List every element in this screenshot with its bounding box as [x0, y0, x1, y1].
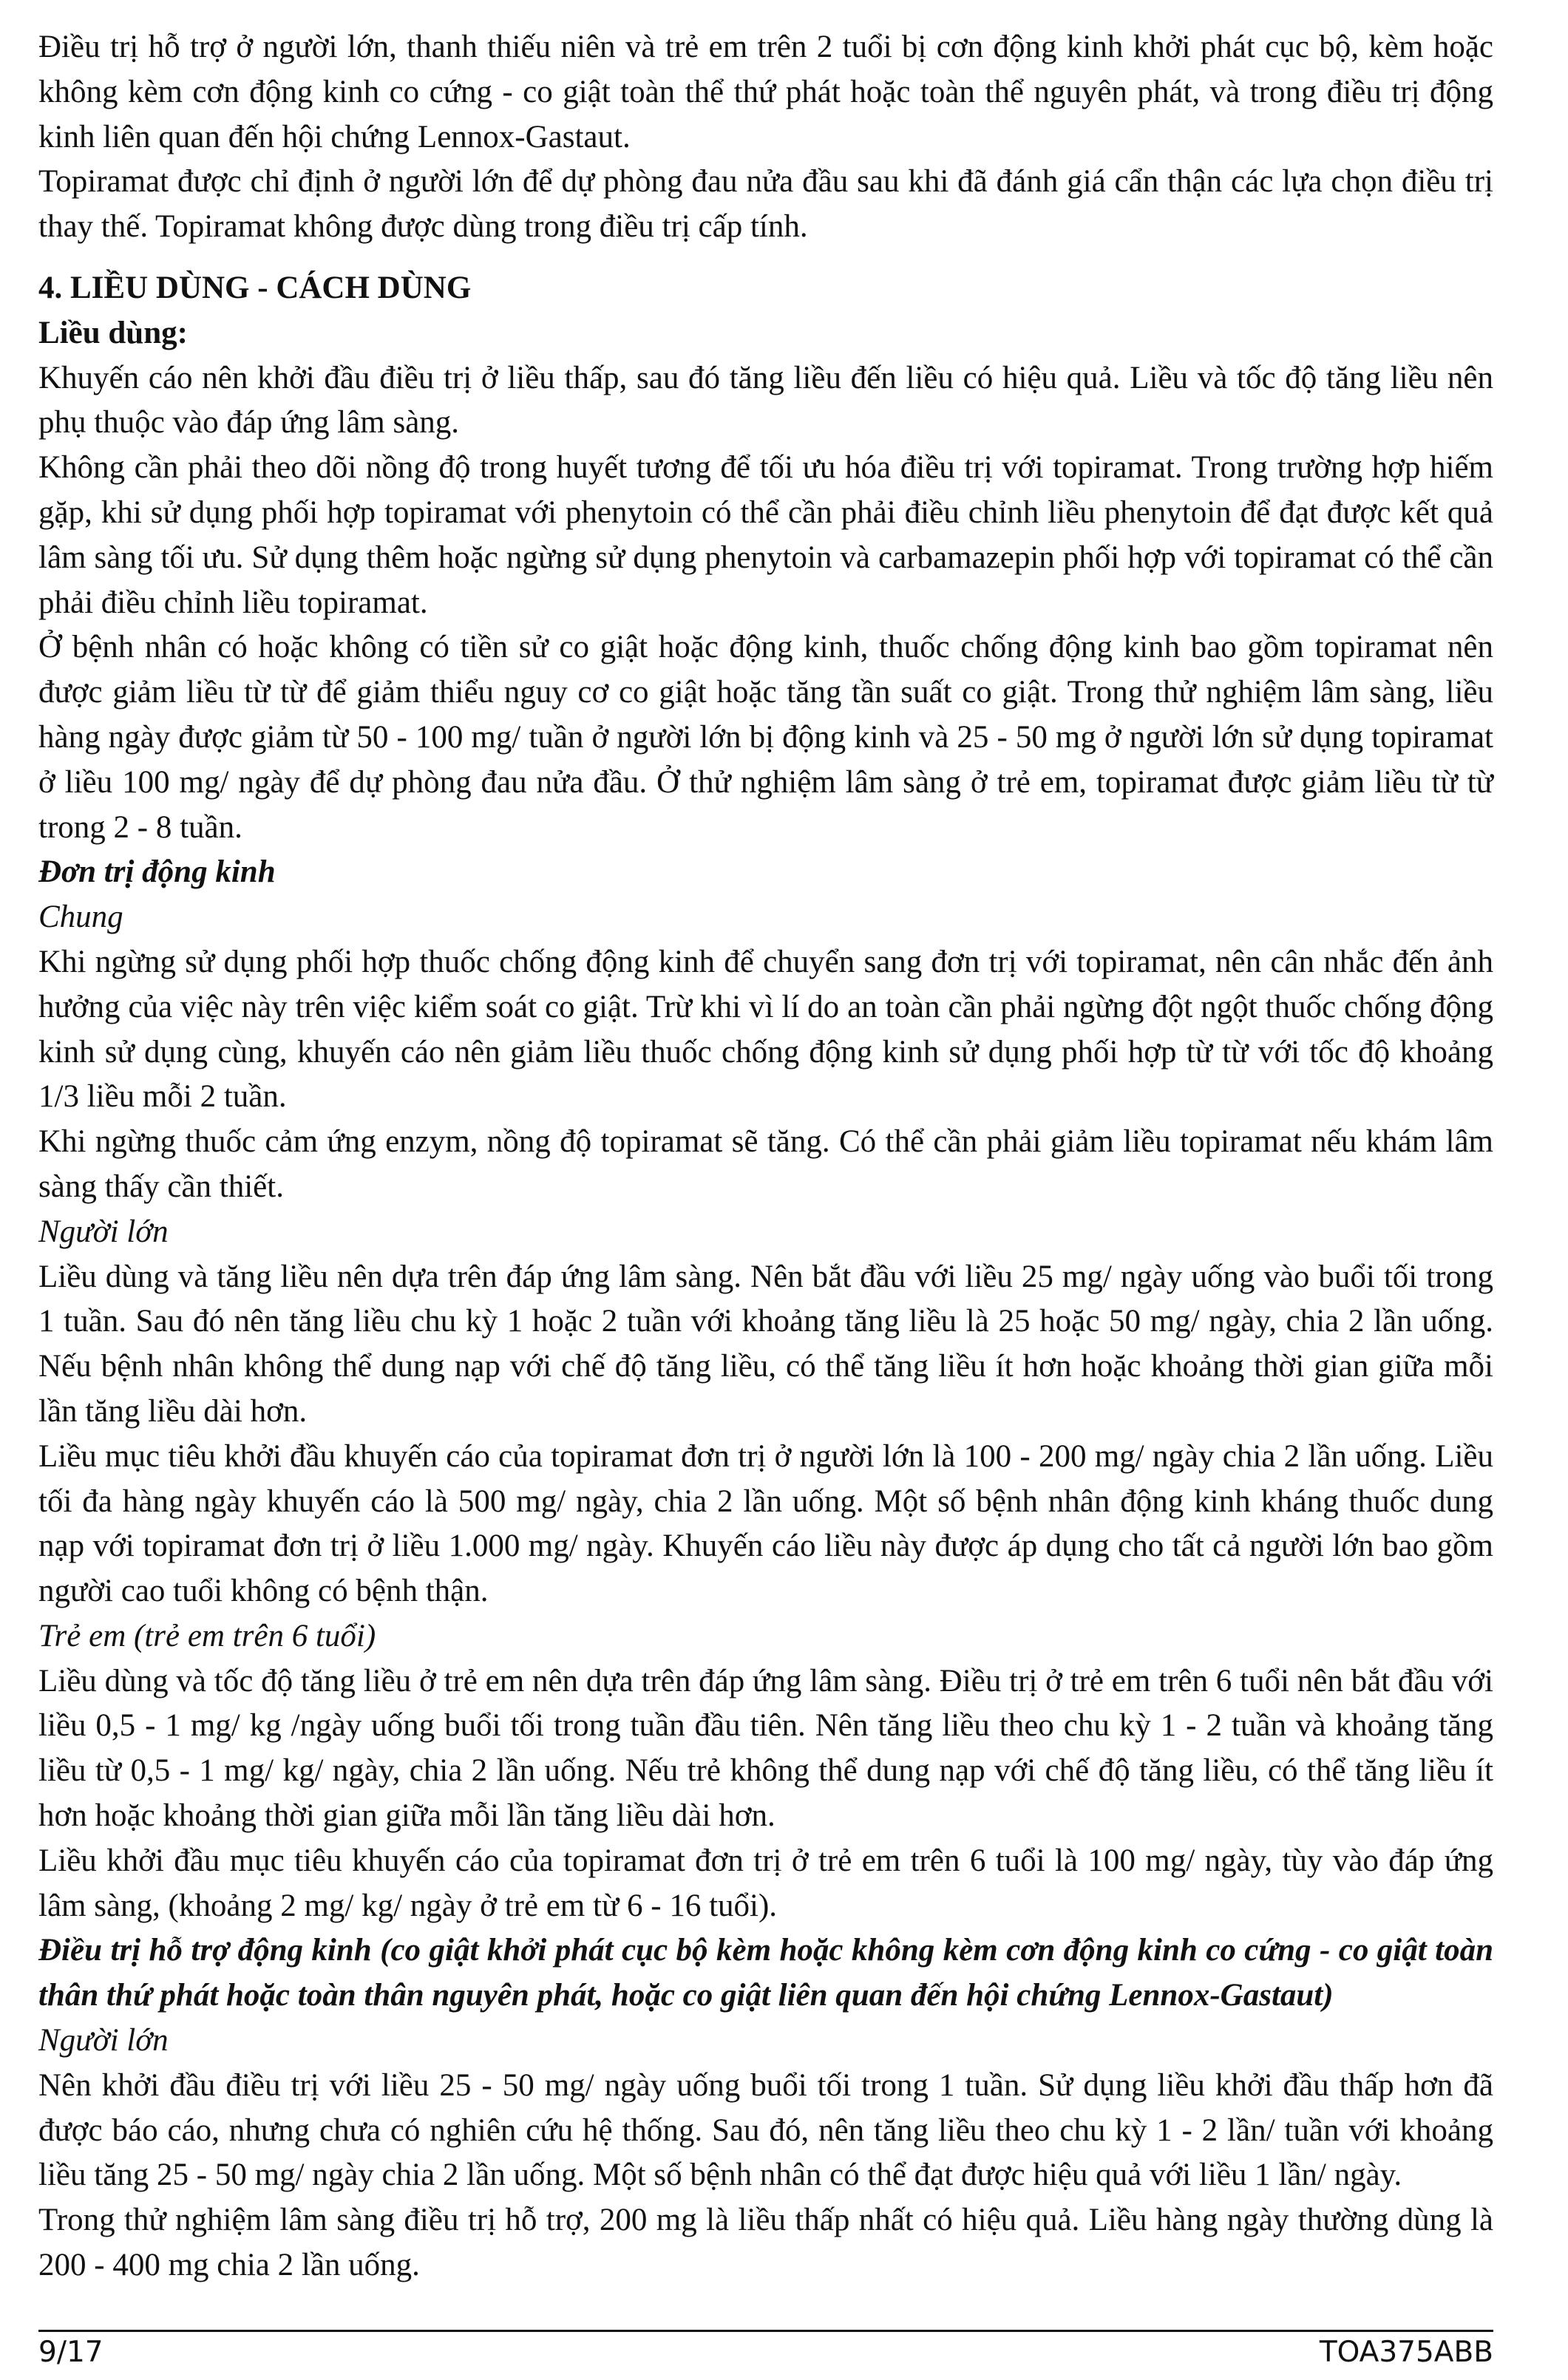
subheading-general: Chung — [38, 900, 123, 935]
paragraph-adult-target-dose: Liều mục tiêu khởi đầu khuyến cáo của topiramat đơn trị ở người lớn là 100 - 200 mg/ ngày chia 2 lần uống. Liều tối đa hàng ngày khuyến cáo là 500 mg/ ngày, chia 2 lần uống. Một số bệnh nhân động kinh kháng thuốc dung nạp với topiramat đơn trị ở liều 1.000 mg/ ngày. Khuyến cáo liều này được áp dụng cho tất cả người lớn bao gồm người cao tuổi không có bệnh thận. — [38, 1438, 1493, 1609]
page-number: 9/17 — [38, 2336, 103, 2369]
footer-divider — [38, 2330, 1493, 2332]
heading-adjunctive-therapy: Điều trị hỗ trợ động kinh (co giật khởi phát cục bộ kèm hoặc không kèm cơn động kinh co cứng - co giật toàn thân thứ phát hoặc toàn thân nguyên phát, hoặc co giật liên quan đến hội chứng Lennox-Gastaut) — [38, 1933, 1493, 2013]
paragraph-dosage-start: Khuyến cáo nên khởi đầu điều trị ở liều thấp, sau đó tăng liều đến liều có hiệu quả. Liều và tốc độ tăng liều nên phụ thuộc vào đáp ứng lâm sàng. — [38, 360, 1493, 441]
paragraph-indications-migraine: Topiramat được chỉ định ở người lớn để dự phòng đau nửa đầu sau khi đã đánh giá cẩn thận các lựa chọn điều trị thay thế. Topiramat không được dùng trong điều trị cấp tính. — [38, 164, 1493, 245]
document-body — [38, 25, 1493, 2288]
section-title: 4. LIỀU DÙNG - CÁCH DÙNG — [38, 270, 472, 305]
subheading-adults: Người lớn — [38, 1214, 169, 1249]
paragraph-adjunctive-titration: Nên khởi đầu điều trị với liều 25 - 50 mg/ ngày uống buổi tối trong 1 tuần. Sử dụng liều khởi đầu thấp hơn đã được báo cáo, nhưng chưa có nghiên cứu hệ thống. Sau đó, nên tăng liều theo chu kỳ 1 - 2 lần/ tuần với khoảng liều tăng 25 - 50 mg/ ngày chia 2 lần uống. Một số bệnh nhân có thể đạt được hiệu quả với liều 1 lần/ ngày. — [38, 2067, 1493, 2193]
paragraph-children-titration: Liều dùng và tốc độ tăng liều ở trẻ em nên dựa trên đáp ứng lâm sàng. Điều trị ở trẻ em trên 6 tuổi nên bắt đầu với liều 0,5 - 1 mg/ kg /ngày uống buổi tối trong tuần đầu tiên. Nên tăng liều theo chu kỳ 1 - 2 tuần và khoảng tăng liều từ 0,5 - 1 mg/ kg/ ngày, chia 2 lần uống. Nếu trẻ không thể dung nạp với chế độ tăng liều, có thể tăng liều ít hơn hoặc khoảng thời gian giữa mỗi lần tăng liều dài hơn. — [38, 1663, 1493, 1834]
paragraph-indications-epilepsy: Điều trị hỗ trợ ở người lớn, thanh thiếu niên và trẻ em trên 2 tuổi bị cơn động kinh khởi phát cục bộ, kèm hoặc không kèm cơn động kinh co cứng - co giật toàn thể thứ phát hoặc toàn thể nguyên phát, và trong điều trị động kinh liên quan đến hội chứng Lennox-Gastaut. — [38, 30, 1493, 154]
subheading-adults-adjunctive: Người lớn — [38, 2023, 169, 2058]
paragraph-children-target-dose: Liều khởi đầu mục tiêu khuyến cáo của topiramat đơn trị ở trẻ em trên 6 tuổi là 100 mg/ ngày, tùy vào đáp ứng lâm sàng, (khoảng 2 mg/ kg/ ngày ở trẻ em từ 6 - 16 tuổi). — [38, 1843, 1493, 1923]
paragraph-switch-monotherapy: Khi ngừng sử dụng phối hợp thuốc chống động kinh để chuyển sang đơn trị với topiramat, nên cân nhắc đến ảnh hưởng của việc này trên việc kiểm soát co giật. Trừ khi vì lí do an toàn cần phải ngừng đột ngột thuốc chống động kinh sử dụng cùng, khuyến cáo nên giảm liều thuốc chống động kinh sử dụng phối hợp từ từ với tốc độ khoảng 1/3 liều mỗi 2 tuần. — [38, 944, 1493, 1115]
paragraph-dose-reduction: Ở bệnh nhân có hoặc không có tiền sử co giật hoặc động kinh, thuốc chống động kinh bao gồm topiramat nên được giảm liều từ từ để giảm thiểu nguy cơ co giật hoặc tăng tần suất co giật. Trong thử nghiệm lâm sàng, liều hàng ngày được giảm từ 50 - 100 mg/ tuần ở người lớn bị động kinh và 25 - 50 mg ở người lớn sử dụng topiramat ở liều 100 mg/ ngày để dự phòng đau nửa đầu. Ở thử nghiệm lâm sàng ở trẻ em, topiramat được giảm liều từ từ trong 2 - 8 tuần. — [38, 630, 1493, 845]
paragraph-adjunctive-effective-dose: Trong thử nghiệm lâm sàng điều trị hỗ trợ, 200 mg là liều thấp nhất có hiệu quả. Liều hàng ngày thường dùng là 200 - 400 mg chia 2 lần uống. — [38, 2203, 1493, 2283]
paragraph-plasma-monitoring: Không cần phải theo dõi nồng độ trong huyết tương để tối ưu hóa điều trị với topiramat. Trong trường hợp hiếm gặp, khi sử dụng phối hợp topiramat với phenytoin có thể cần phải điều chỉnh liều phenytoin để đạt được kết quả lâm sàng tối ưu. Sử dụng thêm hoặc ngừng sử dụng phenytoin và carbamazepin phối hợp với topiramat có thể cần phải điều chỉnh liều topiramat. — [38, 450, 1493, 620]
subheading-children: Trẻ em (trẻ em trên 6 tuổi) — [38, 1618, 376, 1653]
heading-monotherapy: Đơn trị động kinh — [38, 854, 276, 890]
subheading-dosage: Liều dùng: — [38, 315, 188, 350]
paragraph-adult-titration: Liều dùng và tăng liều nên dựa trên đáp ứng lâm sàng. Nên bắt đầu với liều 25 mg/ ngày uống vào buổi tối trong 1 tuần. Sau đó nên tăng liều chu kỳ 1 hoặc 2 tuần với khoảng tăng liều là 25 hoặc 50 mg/ ngày, chia 2 lần uống. Nếu bệnh nhân không thể dung nạp với chế độ tăng liều, có thể tăng liều ít hơn hoặc khoảng thời gian giữa mỗi lần tăng liều dài hơn. — [38, 1259, 1493, 1429]
document-code: TOA375ABB — [1319, 2336, 1493, 2369]
paragraph-enzyme-inducers: Khi ngừng thuốc cảm ứng enzym, nồng độ topiramat sẽ tăng. Có thể cần phải giảm liều topiramat nếu khám lâm sàng thấy cần thiết. — [38, 1124, 1493, 1204]
